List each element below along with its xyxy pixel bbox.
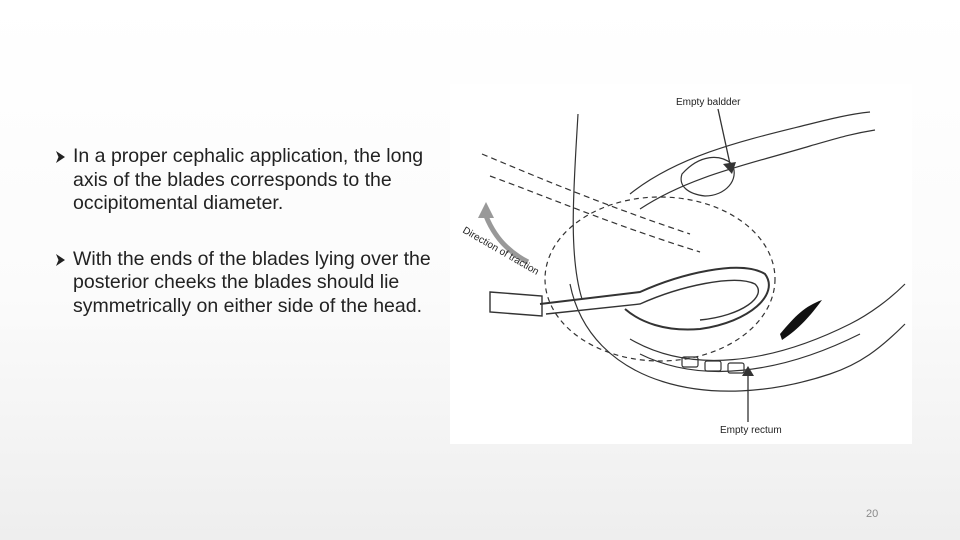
label-empty-bladder: Empty baldder (676, 97, 741, 108)
arrowhead-bullet-icon (56, 151, 65, 163)
slide-number: 20 (866, 508, 879, 520)
traction-arrowhead (478, 202, 494, 218)
label-empty-rectum: Empty rectum (720, 425, 782, 436)
bullet-list (56, 145, 436, 318)
arrowhead-bullet-icon (56, 254, 65, 266)
bladder-outline (640, 130, 875, 209)
rectum-outline (640, 334, 860, 371)
forceps-dashed-path (490, 176, 700, 252)
pelvic-floor-outline (630, 284, 905, 360)
bladder-outline (630, 112, 870, 194)
bladder-pointer-arrow (718, 109, 730, 164)
fetal-head-outline (545, 197, 775, 361)
illustration-drawing (450, 84, 912, 444)
bullet-text: In a proper cephalic application, the long axis of the blades corresponds to the occipitomental diameter. (73, 145, 424, 214)
rectum-segment (705, 361, 721, 371)
dark-crescent (780, 300, 822, 340)
pelvic-floor-outline (570, 284, 905, 391)
bullet-item (56, 145, 436, 216)
forceps-dashed-path (482, 154, 690, 234)
forceps-application-illustration (450, 84, 912, 444)
forceps-handle (490, 292, 542, 316)
label-direction-of-traction: Direction of traction (460, 225, 541, 278)
bullet-text: With the ends of the blades lying over the posterior cheeks the blades should lie symmetrically on either side of the head. (73, 247, 431, 317)
anatomy-line (573, 114, 582, 299)
bullet-item (56, 248, 436, 319)
